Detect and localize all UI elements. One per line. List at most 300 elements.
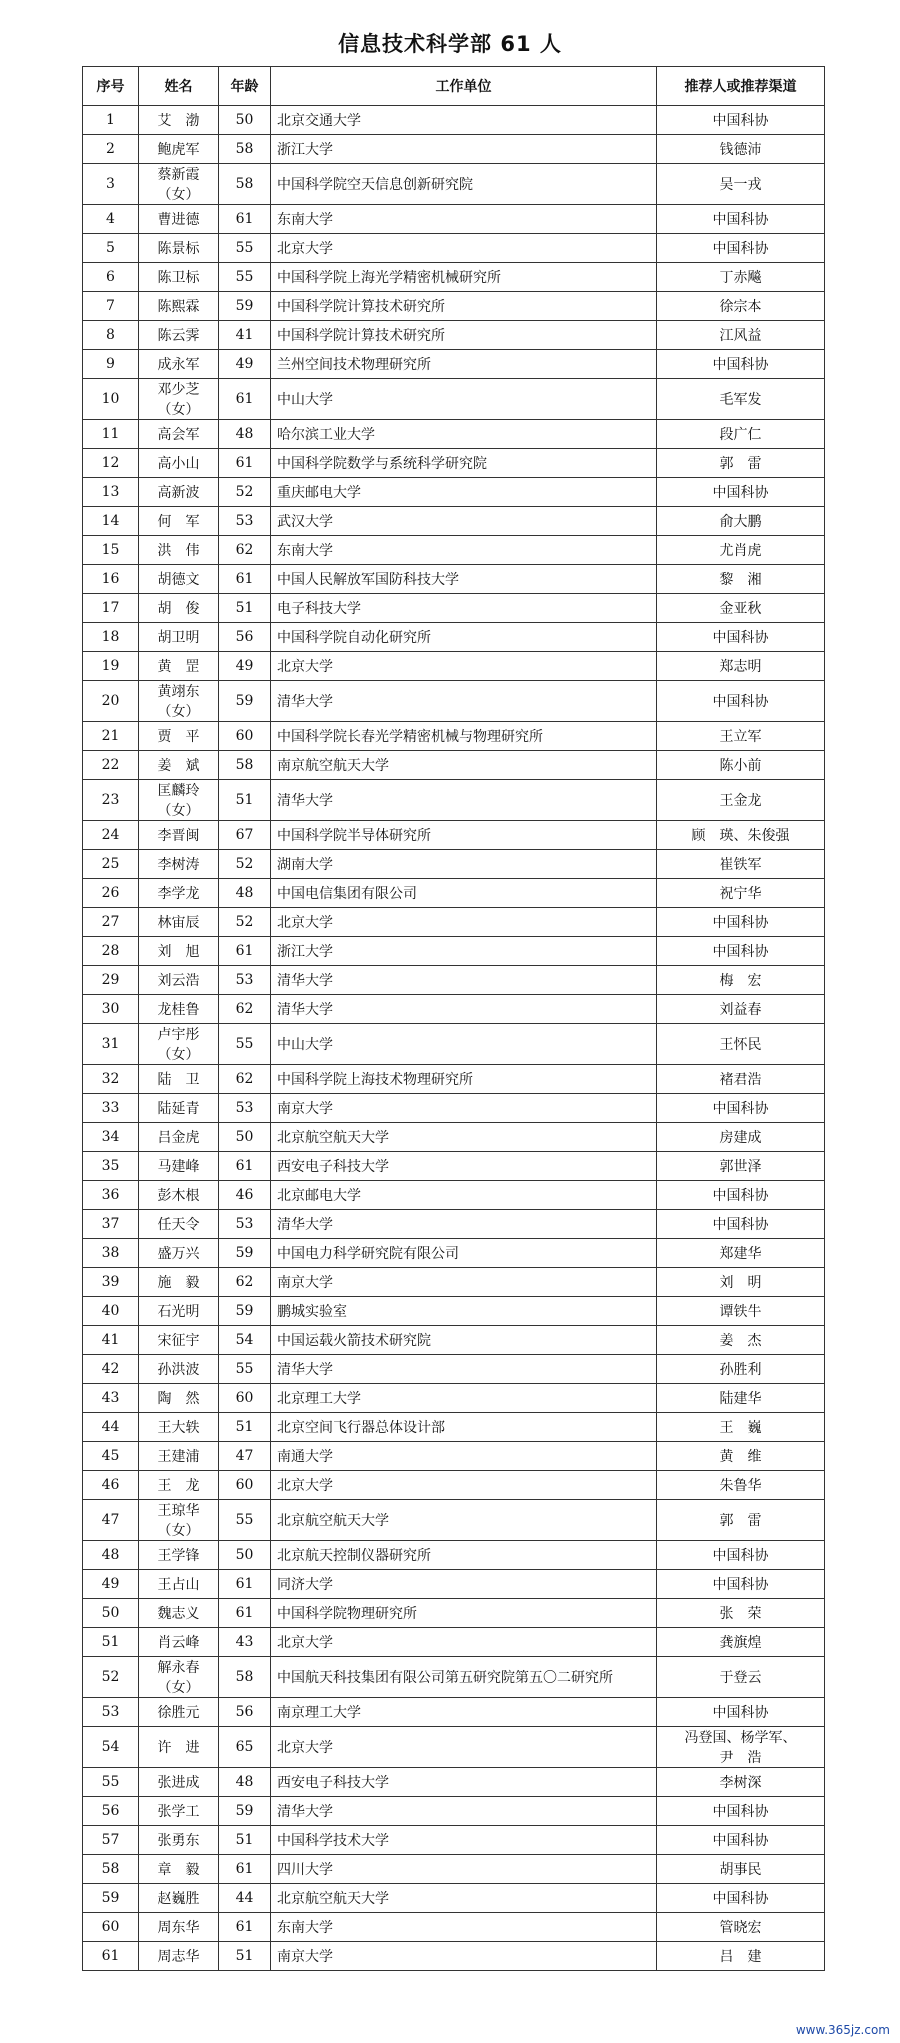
table-row [83,1855,825,1884]
row-age: 46 [219,1181,271,1210]
row-name: 肖云峰 [139,1628,219,1657]
row-name: 匡麟玲 （女） [139,780,219,821]
row-age: 62 [219,995,271,1024]
row-index: 41 [83,1326,139,1355]
row-recommender: 梅 宏 [657,966,825,995]
row-recommender: 顾 瑛、朱俊强 [657,821,825,850]
table-row [83,379,825,420]
row-name: 艾 渤 [139,106,219,135]
row-recommender: 中国科协 [657,937,825,966]
table-row [83,652,825,681]
row-name: 鲍虎军 [139,135,219,164]
row-recommender: 陈小前 [657,751,825,780]
row-unit: 南京大学 [271,1094,657,1123]
row-name: 陈云霁 [139,321,219,350]
row-index: 15 [83,536,139,565]
row-name: 胡德文 [139,565,219,594]
table-row [83,879,825,908]
table-row [83,1094,825,1123]
row-age: 58 [219,135,271,164]
row-index: 52 [83,1657,139,1698]
row-recommender: 郭 雷 [657,1500,825,1541]
row-age: 61 [219,1570,271,1599]
row-name: 任天令 [139,1210,219,1239]
row-unit: 中山大学 [271,379,657,420]
row-age: 50 [219,106,271,135]
table-row [83,937,825,966]
row-name: 卢宇彤 （女） [139,1024,219,1065]
row-name: 赵巍胜 [139,1884,219,1913]
row-recommender: 俞大鹏 [657,507,825,536]
table-row [83,536,825,565]
row-recommender: 郑建华 [657,1239,825,1268]
row-age: 49 [219,350,271,379]
row-unit: 中国科学院计算技术研究所 [271,321,657,350]
row-unit: 北京大学 [271,652,657,681]
row-age: 65 [219,1727,271,1768]
row-name: 陆延青 [139,1094,219,1123]
row-age: 60 [219,722,271,751]
row-index: 20 [83,681,139,722]
table-row [83,850,825,879]
row-unit: 北京空间飞行器总体设计部 [271,1413,657,1442]
row-unit: 北京大学 [271,1628,657,1657]
row-recommender: 徐宗本 [657,292,825,321]
row-index: 18 [83,623,139,652]
row-name: 陈熙霖 [139,292,219,321]
row-age: 53 [219,1094,271,1123]
table-row [83,1884,825,1913]
row-recommender: 刘 明 [657,1268,825,1297]
table-row [83,1727,825,1768]
table-row [83,1123,825,1152]
row-name: 王占山 [139,1570,219,1599]
row-recommender: 孙胜利 [657,1355,825,1384]
row-recommender: 段广仁 [657,420,825,449]
row-index: 25 [83,850,139,879]
row-age: 52 [219,478,271,507]
row-name: 马建峰 [139,1152,219,1181]
table-row [83,1698,825,1727]
row-age: 51 [219,594,271,623]
row-age: 53 [219,507,271,536]
table-row [83,1570,825,1599]
row-name: 施 毅 [139,1268,219,1297]
row-index: 47 [83,1500,139,1541]
row-age: 55 [219,1355,271,1384]
row-name: 周志华 [139,1942,219,1971]
row-recommender: 中国科协 [657,1884,825,1913]
row-index: 16 [83,565,139,594]
row-unit: 北京邮电大学 [271,1181,657,1210]
row-name: 盛万兴 [139,1239,219,1268]
row-recommender: 中国科协 [657,1541,825,1570]
row-index: 28 [83,937,139,966]
row-age: 51 [219,780,271,821]
row-age: 50 [219,1123,271,1152]
table-row [83,1471,825,1500]
row-age: 59 [219,1797,271,1826]
col-header-unit: 工作单位 [271,67,657,106]
row-recommender: 中国科协 [657,1094,825,1123]
table-header-row [83,67,825,106]
row-unit: 东南大学 [271,536,657,565]
row-recommender: 王怀民 [657,1024,825,1065]
table-row [83,135,825,164]
row-unit: 南京航空航天大学 [271,751,657,780]
row-unit: 鹏城实验室 [271,1297,657,1326]
row-recommender: 黎 湘 [657,565,825,594]
row-age: 52 [219,850,271,879]
row-unit: 中国科学院上海光学精密机械研究所 [271,263,657,292]
row-name: 张进成 [139,1768,219,1797]
row-index: 22 [83,751,139,780]
row-index: 60 [83,1913,139,1942]
row-age: 67 [219,821,271,850]
row-unit: 中国科学院半导体研究所 [271,821,657,850]
row-name: 成永军 [139,350,219,379]
row-name: 李树涛 [139,850,219,879]
row-age: 48 [219,1768,271,1797]
row-index: 9 [83,350,139,379]
row-name: 曹进德 [139,205,219,234]
row-age: 43 [219,1628,271,1657]
row-name: 胡卫明 [139,623,219,652]
row-unit: 中国电信集团有限公司 [271,879,657,908]
table-row [83,292,825,321]
row-recommender: 江风益 [657,321,825,350]
row-unit: 湖南大学 [271,850,657,879]
row-name: 陆 卫 [139,1065,219,1094]
row-name: 黄 罡 [139,652,219,681]
row-age: 55 [219,1500,271,1541]
row-recommender: 吴一戎 [657,164,825,205]
row-recommender: 褚君浩 [657,1065,825,1094]
row-index: 40 [83,1297,139,1326]
table-row [83,594,825,623]
row-age: 41 [219,321,271,350]
row-name: 张勇东 [139,1826,219,1855]
table-row [83,1768,825,1797]
table-row [83,420,825,449]
row-age: 61 [219,449,271,478]
row-name: 彭木根 [139,1181,219,1210]
table-row [83,1599,825,1628]
table-row [83,966,825,995]
row-age: 52 [219,908,271,937]
row-unit: 北京大学 [271,1471,657,1500]
row-recommender: 中国科协 [657,106,825,135]
row-recommender: 陆建华 [657,1384,825,1413]
row-age: 47 [219,1442,271,1471]
table-row [83,751,825,780]
row-recommender: 刘益春 [657,995,825,1024]
row-index: 6 [83,263,139,292]
table-row [83,449,825,478]
row-age: 61 [219,1913,271,1942]
row-name: 刘云浩 [139,966,219,995]
row-unit: 武汉大学 [271,507,657,536]
table-row [83,1065,825,1094]
row-age: 61 [219,1599,271,1628]
members-table [82,66,825,1971]
row-recommender: 胡事民 [657,1855,825,1884]
row-unit: 清华大学 [271,995,657,1024]
row-recommender: 中国科协 [657,478,825,507]
row-recommender: 中国科协 [657,1698,825,1727]
row-index: 24 [83,821,139,850]
row-name: 姜 斌 [139,751,219,780]
row-unit: 中国人民解放军国防科技大学 [271,565,657,594]
row-recommender: 龚旗煌 [657,1628,825,1657]
row-name: 龙桂鲁 [139,995,219,1024]
row-recommender: 姜 杰 [657,1326,825,1355]
row-recommender: 谭铁牛 [657,1297,825,1326]
row-unit: 北京理工大学 [271,1384,657,1413]
row-unit: 清华大学 [271,780,657,821]
row-index: 27 [83,908,139,937]
row-recommender: 中国科协 [657,908,825,937]
row-index: 31 [83,1024,139,1065]
row-unit: 中国科学院物理研究所 [271,1599,657,1628]
row-index: 34 [83,1123,139,1152]
table-row [83,722,825,751]
row-recommender: 中国科协 [657,623,825,652]
row-name: 黄翊东 （女） [139,681,219,722]
row-unit: 清华大学 [271,1210,657,1239]
row-name: 许 进 [139,1727,219,1768]
row-age: 51 [219,1942,271,1971]
row-index: 45 [83,1442,139,1471]
table-row [83,1797,825,1826]
row-age: 49 [219,652,271,681]
row-recommender: 中国科协 [657,205,825,234]
row-name: 孙洪波 [139,1355,219,1384]
row-recommender: 尤肖虎 [657,536,825,565]
row-recommender: 中国科协 [657,1570,825,1599]
row-age: 59 [219,1239,271,1268]
row-index: 61 [83,1942,139,1971]
table-row [83,1181,825,1210]
row-unit: 哈尔滨工业大学 [271,420,657,449]
row-unit: 清华大学 [271,966,657,995]
row-unit: 浙江大学 [271,135,657,164]
row-unit: 中国科学院长春光学精密机械与物理研究所 [271,722,657,751]
row-index: 2 [83,135,139,164]
row-age: 61 [219,565,271,594]
table-row [83,1500,825,1541]
table-row [83,263,825,292]
row-age: 58 [219,1657,271,1698]
row-unit: 浙江大学 [271,937,657,966]
row-unit: 西安电子科技大学 [271,1152,657,1181]
row-name: 周东华 [139,1913,219,1942]
row-age: 55 [219,1024,271,1065]
row-recommender: 郭 雷 [657,449,825,478]
row-age: 56 [219,1698,271,1727]
col-header-index: 序号 [83,67,139,106]
table-row [83,1152,825,1181]
row-age: 61 [219,937,271,966]
row-unit: 北京大学 [271,1727,657,1768]
row-name: 章 毅 [139,1855,219,1884]
row-unit: 中国科学院上海技术物理研究所 [271,1065,657,1094]
row-recommender: 王 巍 [657,1413,825,1442]
col-header-name: 姓名 [139,67,219,106]
table-row [83,565,825,594]
row-index: 29 [83,966,139,995]
row-age: 51 [219,1826,271,1855]
row-recommender: 中国科协 [657,681,825,722]
row-name: 解永春 （女） [139,1657,219,1698]
row-age: 48 [219,879,271,908]
table-row [83,1826,825,1855]
row-recommender: 中国科协 [657,1797,825,1826]
row-index: 17 [83,594,139,623]
table-row [83,1326,825,1355]
row-index: 54 [83,1727,139,1768]
row-unit: 南京理工大学 [271,1698,657,1727]
row-name: 魏志义 [139,1599,219,1628]
row-recommender: 中国科协 [657,1181,825,1210]
row-index: 30 [83,995,139,1024]
row-age: 62 [219,1268,271,1297]
row-age: 55 [219,234,271,263]
row-unit: 中国电力科学研究院有限公司 [271,1239,657,1268]
row-unit: 四川大学 [271,1855,657,1884]
row-index: 53 [83,1698,139,1727]
row-age: 62 [219,536,271,565]
row-index: 59 [83,1884,139,1913]
row-name: 陶 然 [139,1384,219,1413]
row-index: 55 [83,1768,139,1797]
row-name: 王 龙 [139,1471,219,1500]
row-age: 48 [219,420,271,449]
row-index: 36 [83,1181,139,1210]
row-name: 王琼华 （女） [139,1500,219,1541]
row-unit: 东南大学 [271,205,657,234]
table-row [83,1442,825,1471]
row-index: 43 [83,1384,139,1413]
table-row [83,1628,825,1657]
table-row [83,350,825,379]
row-index: 46 [83,1471,139,1500]
row-index: 26 [83,879,139,908]
row-unit: 兰州空间技术物理研究所 [271,350,657,379]
row-name: 徐胜元 [139,1698,219,1727]
row-unit: 中山大学 [271,1024,657,1065]
row-index: 14 [83,507,139,536]
row-recommender: 李树深 [657,1768,825,1797]
row-recommender: 冯登国、杨学军、 尹 浩 [657,1727,825,1768]
row-name: 贾 平 [139,722,219,751]
row-unit: 北京航天控制仪器研究所 [271,1541,657,1570]
row-index: 7 [83,292,139,321]
row-unit: 北京航空航天大学 [271,1500,657,1541]
row-name: 王大轶 [139,1413,219,1442]
row-index: 4 [83,205,139,234]
row-unit: 中国科学院空天信息创新研究院 [271,164,657,205]
row-recommender: 管晓宏 [657,1913,825,1942]
row-index: 19 [83,652,139,681]
row-index: 21 [83,722,139,751]
row-index: 3 [83,164,139,205]
table-row [83,1413,825,1442]
row-recommender: 中国科协 [657,1210,825,1239]
row-recommender: 金亚秋 [657,594,825,623]
row-unit: 北京大学 [271,908,657,937]
row-age: 60 [219,1471,271,1500]
row-age: 60 [219,1384,271,1413]
row-name: 高会军 [139,420,219,449]
table-row [83,623,825,652]
row-index: 12 [83,449,139,478]
row-index: 33 [83,1094,139,1123]
row-age: 61 [219,379,271,420]
row-name: 洪 伟 [139,536,219,565]
row-age: 59 [219,681,271,722]
row-unit: 电子科技大学 [271,594,657,623]
row-unit: 清华大学 [271,1797,657,1826]
row-age: 61 [219,1152,271,1181]
row-index: 11 [83,420,139,449]
row-index: 57 [83,1826,139,1855]
row-name: 胡 俊 [139,594,219,623]
row-unit: 北京交通大学 [271,106,657,135]
row-recommender: 黄 维 [657,1442,825,1471]
row-name: 高新波 [139,478,219,507]
row-recommender: 朱鲁华 [657,1471,825,1500]
row-index: 50 [83,1599,139,1628]
table-row [83,1913,825,1942]
row-unit: 中国科学院计算技术研究所 [271,292,657,321]
table-row [83,1657,825,1698]
row-age: 54 [219,1326,271,1355]
row-age: 56 [219,623,271,652]
row-unit: 中国科学院自动化研究所 [271,623,657,652]
row-unit: 北京航空航天大学 [271,1884,657,1913]
row-name: 刘 旭 [139,937,219,966]
row-name: 李晋闽 [139,821,219,850]
row-recommender: 郭世泽 [657,1152,825,1181]
row-index: 49 [83,1570,139,1599]
row-age: 55 [219,263,271,292]
row-index: 37 [83,1210,139,1239]
table-row [83,821,825,850]
row-index: 8 [83,321,139,350]
table-row [83,164,825,205]
row-index: 5 [83,234,139,263]
table-row [83,1268,825,1297]
row-recommender: 张 荣 [657,1599,825,1628]
row-unit: 清华大学 [271,681,657,722]
row-age: 61 [219,205,271,234]
row-index: 32 [83,1065,139,1094]
table-row [83,1942,825,1971]
table-row [83,995,825,1024]
row-name: 陈卫标 [139,263,219,292]
page-title: 信息技术科学部 61 人 [338,32,562,56]
row-age: 58 [219,164,271,205]
row-age: 53 [219,966,271,995]
row-recommender: 中国科协 [657,234,825,263]
row-age: 61 [219,1855,271,1884]
col-header-recommender: 推荐人或推荐渠道 [657,67,825,106]
row-name: 宋征宇 [139,1326,219,1355]
table-row [83,205,825,234]
row-unit: 中国运载火箭技术研究院 [271,1326,657,1355]
row-recommender: 钱德沛 [657,135,825,164]
